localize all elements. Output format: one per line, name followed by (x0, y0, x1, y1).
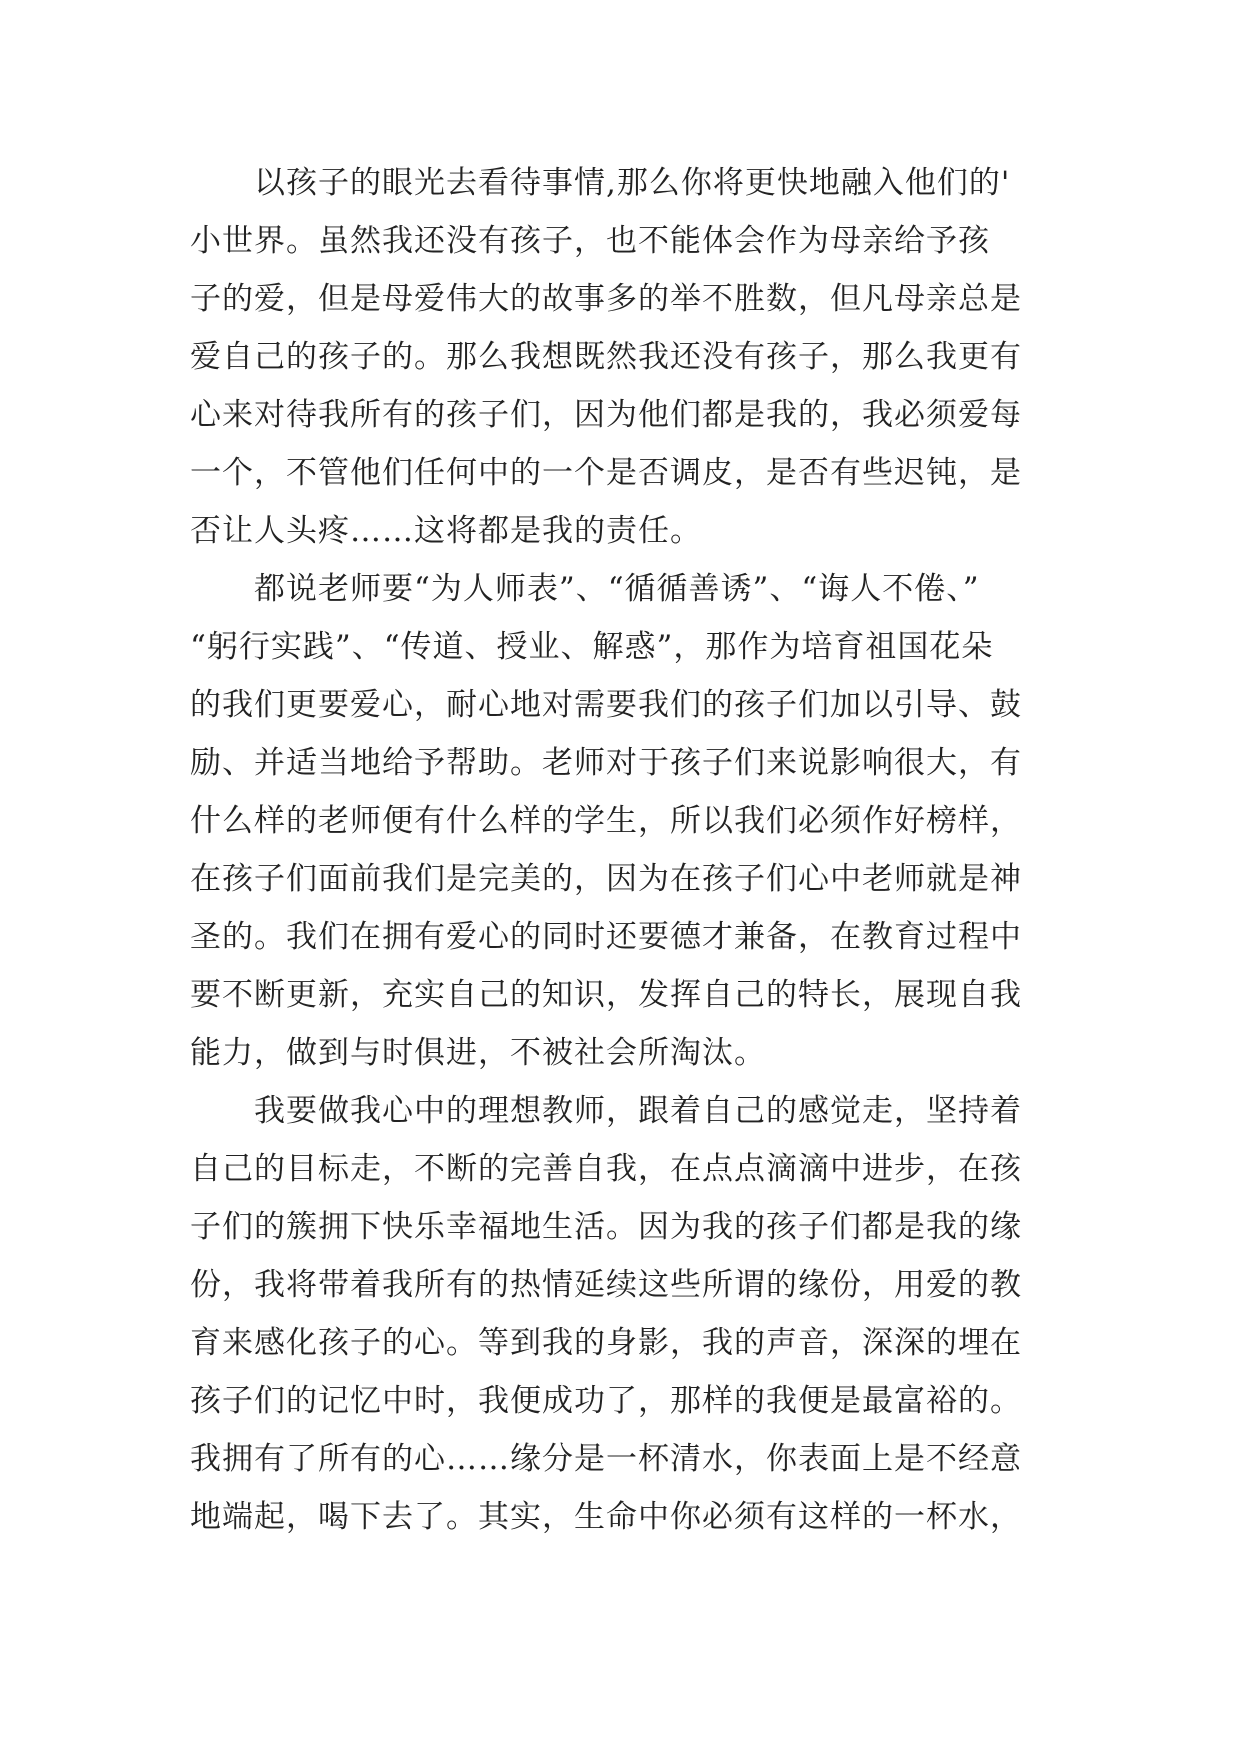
text-line: 地端起，喝下去了。其实，生命中你必须有这样的一杯水， (190, 1499, 1022, 1535)
text-line: 都说老师要“为人师表”、“循循善诱”、“诲人不倦、” (190, 571, 980, 607)
text-line: 什么样的老师便有什么样的学生，所以我们必须作好榜样， (190, 803, 1022, 839)
text-line: 子们的簇拥下快乐幸福地生活。因为我的孩子们都是我的缘 (190, 1209, 1022, 1245)
text-line: 自己的目标走，不断的完善自我，在点点滴滴中进步，在孩 (190, 1151, 1022, 1187)
text-line: 我拥有了所有的心……缘分是一杯清水，你表面上是不经意 (190, 1441, 1022, 1477)
text-line: 要不断更新，充实自己的知识，发挥自己的特长，展现自我 (190, 977, 1022, 1013)
text-line: 份，我将带着我所有的热情延续这些所谓的缘份，用爱的教 (190, 1267, 1022, 1303)
text-line: 心来对待我所有的孩子们，因为他们都是我的，我必须爱每 (190, 397, 1022, 433)
text-line: 励、并适当地给予帮助。老师对于孩子们来说影响很大，有 (190, 745, 1022, 781)
text-line: 子的爱，但是母爱伟大的故事多的举不胜数，但凡母亲总是 (190, 281, 1022, 317)
text-line: 否让人头疼……这将都是我的责任。 (190, 513, 702, 549)
text-line: 的我们更要爱心，耐心地对需要我们的孩子们加以引导、鼓 (190, 687, 1022, 723)
text-line: 在孩子们面前我们是完美的，因为在孩子们心中老师就是神 (190, 861, 1022, 897)
text-line: “躬行实践”、“传道、授业、解惑”，那作为培育祖国花朵 (190, 629, 994, 665)
body-text (190, 154, 1052, 1546)
text-line: 我要做我心中的理想教师，跟着自己的感觉走，坚持着 (190, 1093, 1022, 1129)
text-line: 能力，做到与时俱进，不被社会所淘汰。 (190, 1035, 766, 1071)
text-line: 一个，不管他们任何中的一个是否调皮，是否有些迟钝，是 (190, 455, 1022, 491)
text-line: 以孩子的眼光去看待事情,那么你将更快地融入他们的' (190, 165, 1011, 201)
text-line: 孩子们的记忆中时，我便成功了，那样的我便是最富裕的。 (190, 1383, 1022, 1419)
text-line: 育来感化孩子的心。等到我的身影，我的声音，深深的埋在 (190, 1325, 1022, 1361)
text-line: 小世界。虽然我还没有孩子，也不能体会作为母亲给予孩 (190, 223, 990, 259)
text-line: 爱自己的孩子的。那么我想既然我还没有孩子，那么我更有 (190, 339, 1022, 375)
text-line: 圣的。我们在拥有爱心的同时还要德才兼备，在教育过程中 (190, 919, 1022, 955)
